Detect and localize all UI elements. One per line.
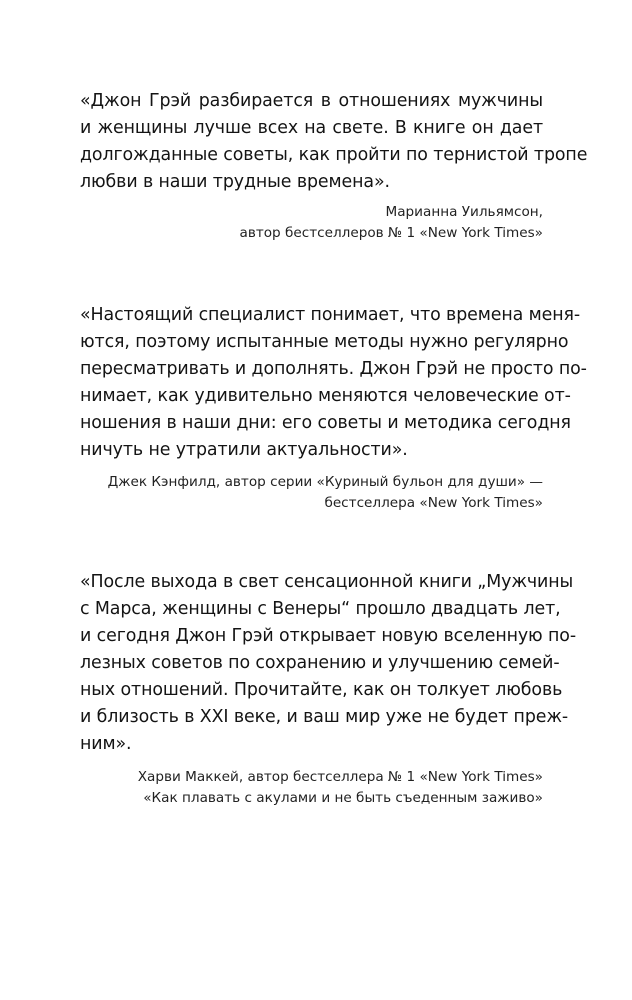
blurb-attribution-2: [43, 472, 543, 514]
quote-line: и близость в XXI веке, и ваш мир уже не будет преж-: [80, 707, 569, 727]
attribution-line: «Как плавать с акулами и не быть съеденным заживо»: [143, 790, 543, 806]
attribution-line: Джек Кэнфилд, автор серии «Куриный бульон для души» —: [107, 474, 543, 490]
blurb-attribution-1: [43, 202, 543, 244]
quote-line: долгожданные советы, как пройти по тернистой тропе: [80, 145, 588, 165]
blurb-attribution-3: [43, 767, 543, 809]
quote-line: с Марса, женщины с Венеры“ прошло двадцать лет,: [80, 599, 561, 619]
attribution-line: автор бестселлеров № 1 «New York Times»: [239, 225, 543, 241]
quote-line: и женщины лучше всех на свете. В книге он дает: [80, 118, 543, 138]
quote-line: любви в наши трудные времена».: [80, 172, 390, 192]
attribution-line: Марианна Уильямсон,: [385, 204, 543, 220]
quote-line: ним».: [80, 734, 132, 754]
attribution-line: Харви Маккей, автор бестселлера № 1 «New York Times»: [137, 769, 543, 785]
quote-line: ношения в наши дни: его советы и методика сегодня: [80, 413, 571, 433]
quote-line: «Джон Грэй разбирается в отношениях мужчины: [80, 91, 543, 111]
quote-line: лезных советов по сохранению и улучшению семей-: [80, 653, 560, 673]
blurb-quote-3: [80, 569, 576, 758]
quote-line: «После выхода в свет сенсационной книги „Мужчины: [80, 572, 574, 592]
attribution-line: бестселлера «New York Times»: [324, 495, 543, 511]
quote-line: ничуть не утратили актуальности».: [80, 440, 408, 460]
quote-line: ных отношений. Прочитайте, как он толкует любовь: [80, 680, 563, 700]
quote-line: пересматривать и дополнять. Джон Грэй не просто по-: [80, 359, 587, 379]
quote-line: ются, поэтому испытанные методы нужно регулярно: [80, 332, 569, 352]
blurb-quote-1: [80, 88, 588, 196]
quote-line: нимает, как удивительно меняются человеческие от-: [80, 386, 571, 406]
quote-line: «Настоящий специалист понимает, что времена меня-: [80, 305, 581, 325]
blurb-quote-2: [80, 302, 587, 464]
quote-line: и сегодня Джон Грэй открывает новую вселенную по-: [80, 626, 576, 646]
